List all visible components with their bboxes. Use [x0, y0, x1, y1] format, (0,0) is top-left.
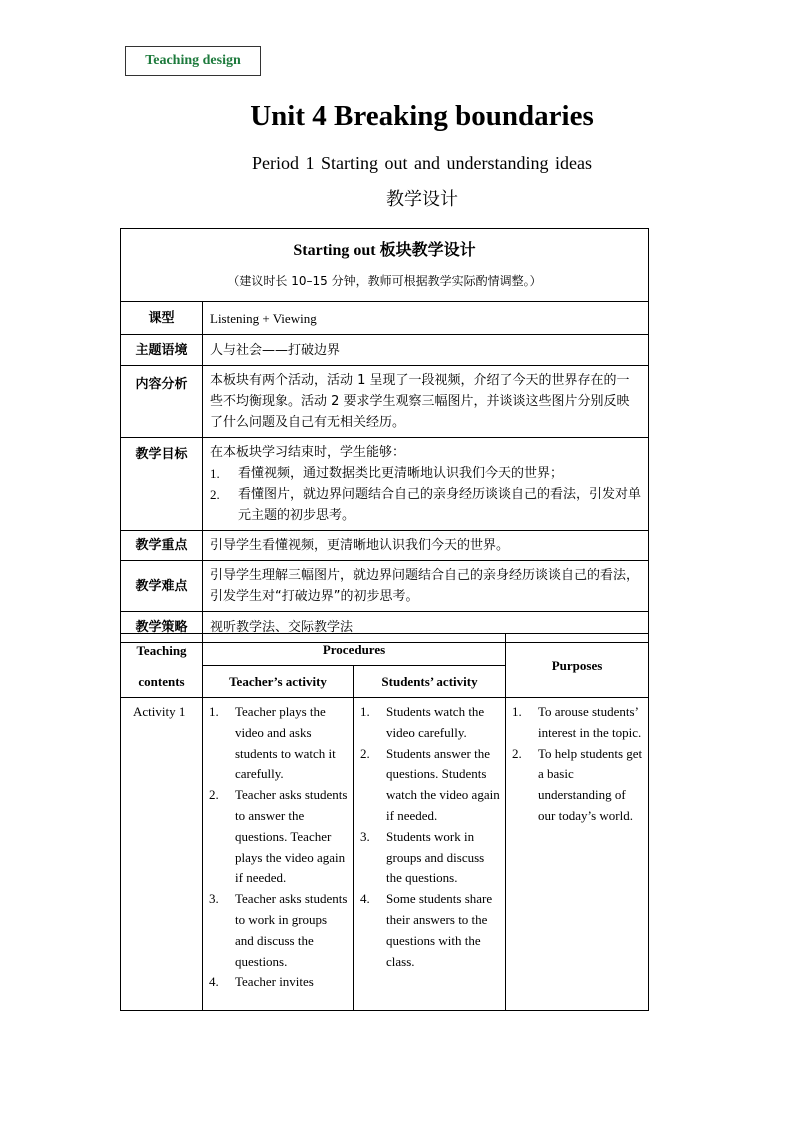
row-value-strategies: 视听教学法、交际教学法 — [203, 612, 649, 643]
row-value-teaching-goals — [203, 438, 649, 531]
procedures-header: Procedures — [203, 634, 506, 666]
row-value-lesson-type: Listening + Viewing — [203, 302, 649, 335]
purposes-cell — [506, 698, 649, 1011]
list-text: Students answer the questions. Students watch the video again if needed. — [386, 745, 500, 823]
list-number: 1. — [209, 704, 219, 719]
list-item — [512, 744, 644, 827]
period-title: Period 1 Starting out and understanding ideas — [252, 153, 592, 173]
list-text: To help students get a basic understanding of our today’s world. — [538, 745, 643, 823]
header-line: contents — [138, 673, 185, 689]
row-label-theme-context: 主题语境 — [121, 335, 203, 366]
list-number: 1. — [512, 704, 522, 719]
chinese-title: 教学设计 — [386, 189, 458, 210]
table-header-note: （建议时长 10–15 分钟，教师可根据教学实际酌情调整。） — [227, 274, 542, 288]
table-header-title: Starting out 板块教学设计 — [293, 242, 476, 259]
list-text: Teacher asks students to answer the questions. Teacher plays the video again if needed. — [235, 787, 348, 886]
list-text: Teacher plays the video and asks students to watch it carefully. — [235, 704, 336, 782]
row-value-difficulties: 引导学生理解三幅图片，就边界问题结合自己的亲身经历谈谈自己的看法，引发学生对“打破边界”的初步思考。 — [203, 561, 649, 612]
list-number: 3. — [360, 828, 370, 844]
row-label-lesson-type: 课型 — [121, 302, 203, 335]
list-number: 1. — [360, 704, 370, 719]
table-header-cell — [121, 229, 649, 302]
students-activity-list — [360, 702, 501, 972]
students-activity-header: Students’ activity — [354, 666, 506, 698]
list-item — [360, 889, 501, 972]
row-value-content-analysis: 本板块有两个活动，活动 1 呈现了一段视频，介绍了今天的世界存在的一些不均衡现象。活动 2 要求学生观察三幅图片，并谈谈这些图片分别反映了什么问题及自己有无相关经历。 — [203, 366, 649, 438]
starting-out-design-table — [120, 228, 649, 643]
list-number: 2. — [512, 745, 522, 761]
list-item — [209, 702, 349, 785]
list-item — [360, 744, 501, 827]
list-text: Some students share their answers to the questions with the class. — [386, 891, 493, 969]
list-item — [512, 702, 644, 744]
list-number: 2. — [360, 745, 370, 761]
list-text: Students watch the video carefully. — [386, 704, 485, 740]
teacher-activity-header: Teacher’s activity — [203, 666, 354, 698]
header-line: Teaching — [136, 642, 187, 658]
document-type-badge: Teaching design — [125, 46, 261, 76]
teacher-activity-cell — [203, 698, 354, 1011]
list-text: Students work in groups and discuss the questions. — [386, 828, 485, 886]
row-label-difficulties: 教学难点 — [121, 561, 203, 612]
purposes-header: Purposes — [506, 634, 649, 698]
list-item — [360, 827, 501, 889]
row-value-key-points: 引导学生看懂视频，更清晰地认识我们今天的世界。 — [203, 531, 649, 561]
list-item — [210, 484, 642, 526]
students-activity-cell — [354, 698, 506, 1011]
activity-label: Activity 1 — [121, 698, 203, 1011]
row-label-key-points: 教学重点 — [121, 531, 203, 561]
list-item — [209, 889, 349, 972]
teaching-contents-header — [121, 634, 203, 698]
list-text: 看懂图片，就边界问题结合自己的亲身经历谈谈自己的看法，引发对单元主题的初步思考。 — [238, 487, 642, 523]
list-text: Teacher invites — [235, 974, 314, 990]
unit-title: Unit 4 Breaking boundaries — [250, 100, 594, 132]
list-item — [209, 972, 349, 993]
list-number: 4. — [360, 891, 370, 907]
purposes-list — [512, 702, 644, 827]
list-text: 看懂视频，通过数据类比更清晰地认识我们今天的世界； — [238, 466, 564, 481]
list-item — [209, 785, 349, 889]
list-number: 2. — [209, 787, 219, 803]
list-number: 1. — [210, 466, 220, 481]
teacher-activity-list — [209, 702, 349, 993]
list-item — [210, 463, 642, 484]
list-number: 4. — [209, 974, 219, 990]
list-number: 3. — [209, 891, 219, 907]
row-value-theme-context: 人与社会——打破边界 — [203, 335, 649, 366]
row-label-content-analysis: 内容分析 — [121, 366, 203, 438]
list-item — [360, 702, 501, 744]
row-label-strategies: 教学策略 — [121, 612, 203, 643]
list-text: Teacher asks students to work in groups and discuss the questions. — [235, 891, 348, 969]
goals-list — [210, 463, 642, 526]
list-number: 2. — [210, 487, 220, 502]
list-text: To arouse students’ interest in the topic. — [538, 704, 642, 740]
row-label-teaching-goals: 教学目标 — [121, 438, 203, 531]
goals-intro: 在本板块学习结束时，学生能够： — [210, 445, 406, 460]
procedures-table — [120, 633, 649, 1011]
